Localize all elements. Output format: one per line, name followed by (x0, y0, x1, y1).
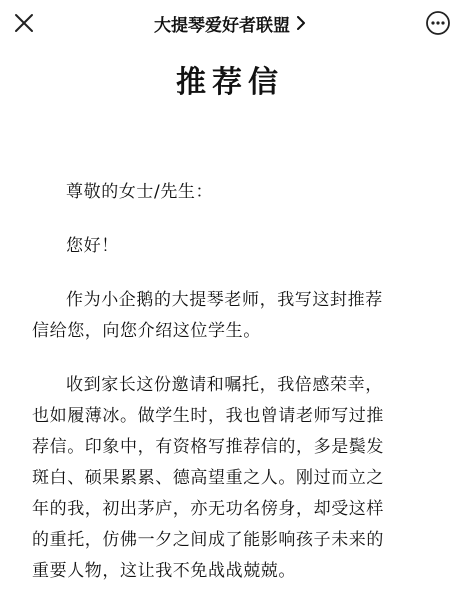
greeting (66, 231, 446, 262)
chevron-right-icon (296, 16, 306, 30)
account-name: 大提琴爱好者联盟 (154, 15, 290, 36)
paragraph-2 (32, 370, 446, 587)
article-content (0, 46, 460, 108)
paragraph-1-line: 信给您，向您介绍这位学生。 (32, 321, 261, 341)
paragraph-2-line: 收到家长这份邀请和嘱托，我倍感荣幸， (66, 375, 383, 395)
paragraph-1-line: 作为小企鹅的大提琴老师，我写这封推荐 (66, 290, 383, 310)
paragraph-2-line: 年的我，初出茅庐，亦无功名傍身，却受这样 (32, 499, 384, 519)
document-title: 推荐信 (176, 65, 284, 100)
paragraph-2-line: 的重托，仿佛一夕之间成了能影响孩子未来的 (32, 530, 384, 550)
top-navigation-bar (0, 0, 460, 46)
close-icon (12, 11, 36, 35)
paragraph-1 (32, 285, 446, 347)
paragraph-2-line: 也如履薄冰。做学生时，我也曾请老师写过推 (32, 406, 384, 426)
salutation (66, 177, 446, 208)
more-options-button[interactable] (424, 10, 452, 36)
close-button[interactable] (12, 11, 36, 35)
salutation-text: 尊敬的女士/先生： (66, 182, 214, 202)
greeting-text: 您好！ (66, 236, 119, 256)
more-dots-icon (424, 10, 452, 36)
paragraph-2-line: 斑白、硕果累累、德高望重之人。刚过而立之 (32, 468, 384, 488)
account-name-link[interactable] (60, 0, 400, 46)
paragraph-2-line: 重要人物，这让我不免战战兢兢。 (32, 561, 296, 581)
paragraph-2-line: 荐信。印象中，有资格写推荐信的，多是鬓发 (32, 437, 384, 457)
